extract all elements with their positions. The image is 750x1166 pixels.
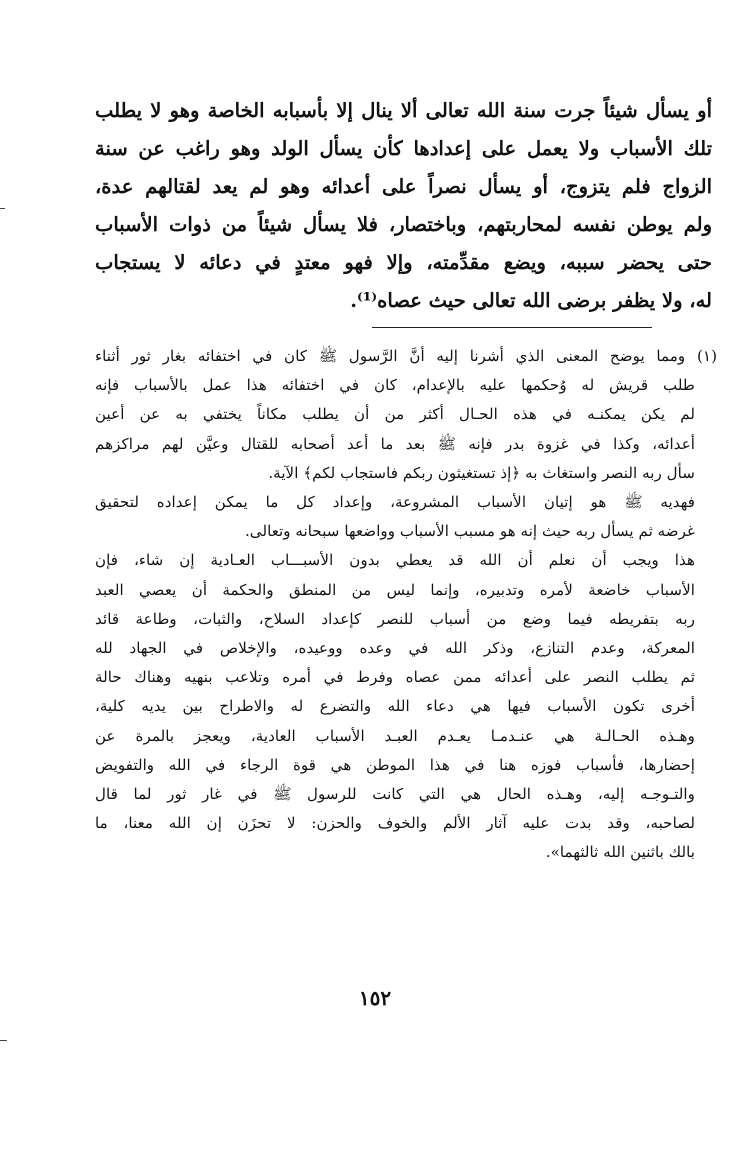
footnote-line: أخرى تكون الأسباب فيها هي دعاء الله والتضرع له والاطراح بين يديه كلية، bbox=[95, 697, 695, 716]
main-text-line: أو يسأل شيئاً جرت سنة الله تعالى ألا ينال إلا بأسبابه الخاصة وهو لا يطلب bbox=[95, 99, 712, 122]
footnote-line: ربه بتفريطه فيما وضع من أسباب للنصر كإعداد السلاح، والثبات، وطاعة قائد bbox=[95, 609, 695, 628]
main-text-line: حتى يحضر سببه، ويضع مقدِّمته، وإلا فهو معتدٍ في دعائه لا يستجاب bbox=[95, 251, 712, 274]
main-text-line: له، ولا يظفر برضى الله تعالى حيث عصاه⁽¹⁾. bbox=[350, 289, 712, 312]
main-text-line: الزواج فلم يتزوج، أو يسأل نصراً على أعدائه وهو لم يعد لقتالهم عدة، bbox=[95, 175, 712, 198]
footnote-line: والتـوجـه إليه، وهـذه الحال هي التي كانت للرسول ﷺ في غار ثور لما قال bbox=[95, 785, 695, 804]
footnote-line: سأل ربه النصر واستغاث به ﴿إذ تستغيثون ربكم فاستجاب لكم﴾ الآية. bbox=[268, 463, 695, 482]
scan-edge-mark bbox=[0, 1040, 7, 1041]
scan-edge-mark bbox=[0, 208, 5, 209]
footnote-line: لم يكن يمكنـه في هذه الحـال أكثر من أن يطلب مكاناً يختفي به عن أعين bbox=[95, 405, 695, 424]
footnote-line: فهديه ﷺ هو إتيان الأسباب المشروعة، وإعداد كل ما يمكن إعداده لتحقيق bbox=[95, 493, 695, 512]
footnote-line: إحضارها، فأسباب فوزه هنا في هذا الموطن هي قوة الرجاء في الله والتفويض bbox=[95, 755, 695, 774]
footnote-line: طلب قريش له وُحكمها عليه بالإعدام، كان في اختفائه هذا عمل بالأسباب فإنه bbox=[95, 376, 695, 395]
footnote-line: أعدائه، وكذا في غزوة بدر فإنه ﷺ بعد ما أعد أصحابه للقتال وعيَّن لهم مراكزهم bbox=[95, 434, 695, 453]
footnote-line: (١) ومما يوضح المعنى الذي أشرنا إليه أنَّ الرَّسول ﷺ كان في اختفائه بغار ثور أثناء bbox=[95, 347, 717, 365]
page-number: ١٥٢ bbox=[358, 986, 392, 1010]
footnote-line: هذا ويجب أن نعلم أن الله قد يعطي بدون الأسبـــاب العـادية إن شاء، فإن bbox=[95, 551, 695, 570]
footnote-line: بالك باثنين الله ثالثهما». bbox=[545, 843, 695, 862]
footnote-separator bbox=[372, 327, 652, 328]
footnote-line: ثم يطلب النصر على أعدائه ممن عصاه وفرط في أمره وتلاعب بنهيه وهناك حالة bbox=[95, 668, 695, 687]
footnote-line: غرضه ثم يسأل ربه حيث إنه هو مسبب الأسباب وواضعها سبحانه وتعالى. bbox=[244, 522, 695, 541]
main-paragraph bbox=[95, 92, 712, 320]
footnote-line: المعركة، وعدم التنازع، وذكر الله في وعده ووعيده، والإخلاص في الجهاد لله bbox=[95, 639, 695, 658]
main-text-line: ولم يوطن نفسه لمحاربتهم، وباختصار، فلا يسأل شيئاً من ذوات الأسباب bbox=[95, 213, 712, 236]
main-text-line: تلك الأسباب ولا يعمل على إعدادها كأن يسأل الولد وهو راغب عن سنة bbox=[95, 137, 712, 160]
footnote-line: الأسباب خاضعة لأمره وتدبيره، وإنما ليس من المنطق والحكمة أن يعصي العبد bbox=[95, 580, 695, 599]
footnote-block bbox=[95, 342, 717, 868]
footnote-line: وهـذه الحـالـة هي عنـدمـا يعـدم العبـد الأسباب العادية، ويعجز بالمرة عن bbox=[95, 726, 695, 745]
footnote-line: لصاحبه، وقد بدت عليه آثار الألم والخوف والحزن: لا تحزَن إن الله معنا، ما bbox=[95, 814, 695, 833]
